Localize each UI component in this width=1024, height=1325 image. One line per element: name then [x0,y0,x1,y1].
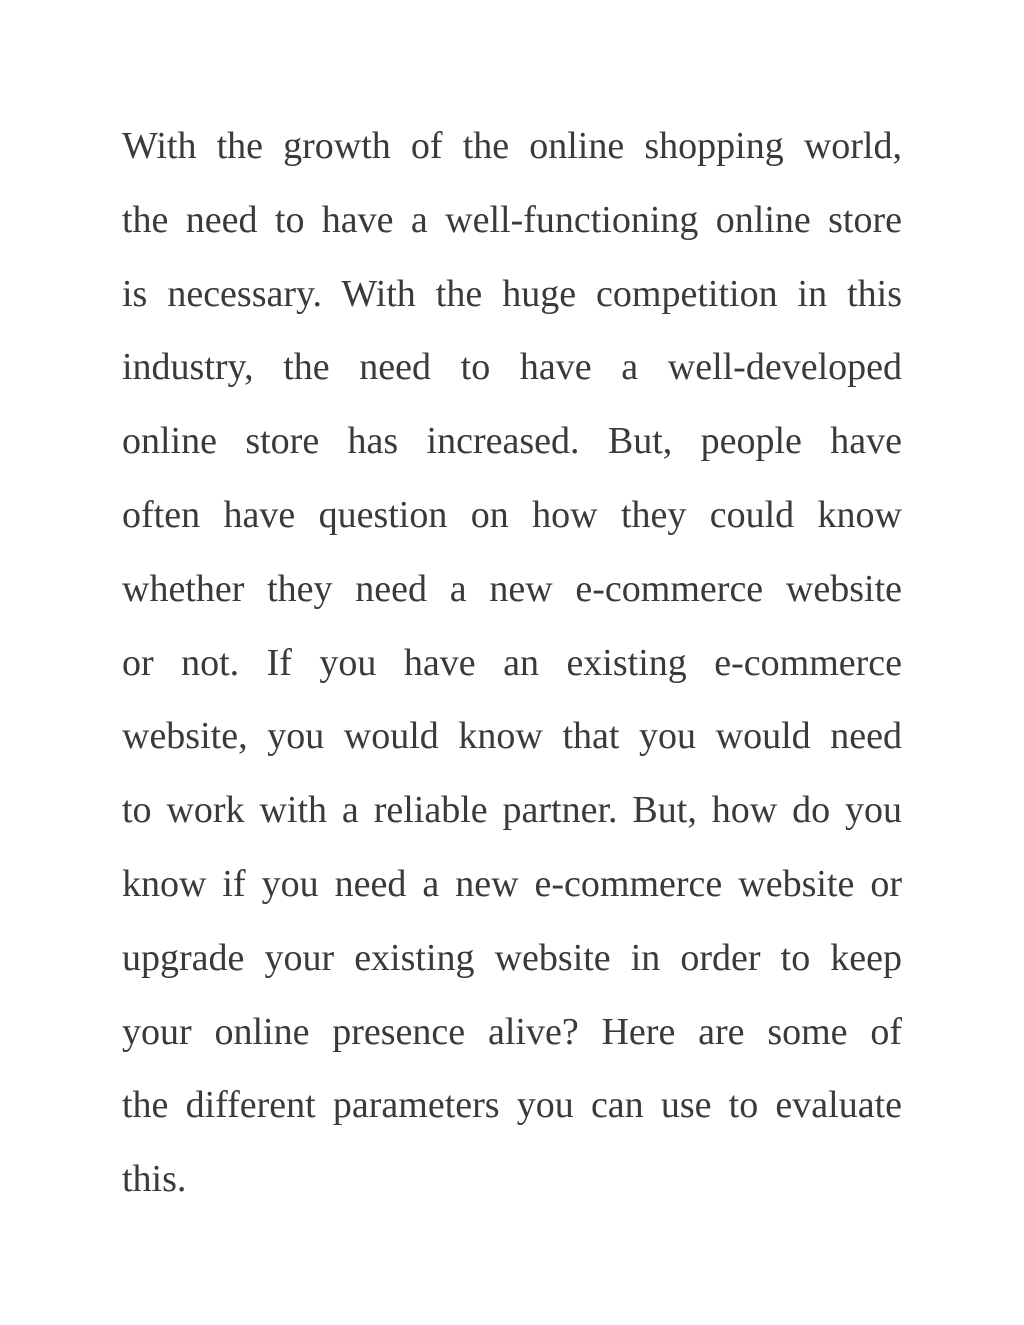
paragraph-line: upgrade your existing website in order to keep [122,936,902,979]
paragraph-line: the different parameters you can use to evaluate [122,1084,902,1127]
paragraph-line: website, you would know that you would need [122,715,902,758]
paragraph-line: or not. If you have an existing e-commerce [122,641,902,684]
paragraph-line: to work with a reliable partner. But, how do you [122,789,902,832]
paragraph-line: this. [122,1158,187,1201]
paragraph-line: whether they need a new e-commerce website [122,567,902,610]
paragraph-line: With the growth of the online shopping world, [122,125,902,167]
body-paragraph [122,110,902,1217]
paragraph-line: the need to have a well-functioning online store [122,198,902,241]
paragraph-line: is necessary. With the huge competition in this [122,272,902,315]
paragraph-line: online store has increased. But, people have [122,420,902,463]
paragraph-line: industry, the need to have a well-developed [122,346,902,389]
paragraph-line: your online presence alive? Here are some of [122,1010,902,1053]
paragraph-line: often have question on how they could know [122,493,902,536]
paragraph-line: know if you need a new e-commerce website or [122,862,902,905]
